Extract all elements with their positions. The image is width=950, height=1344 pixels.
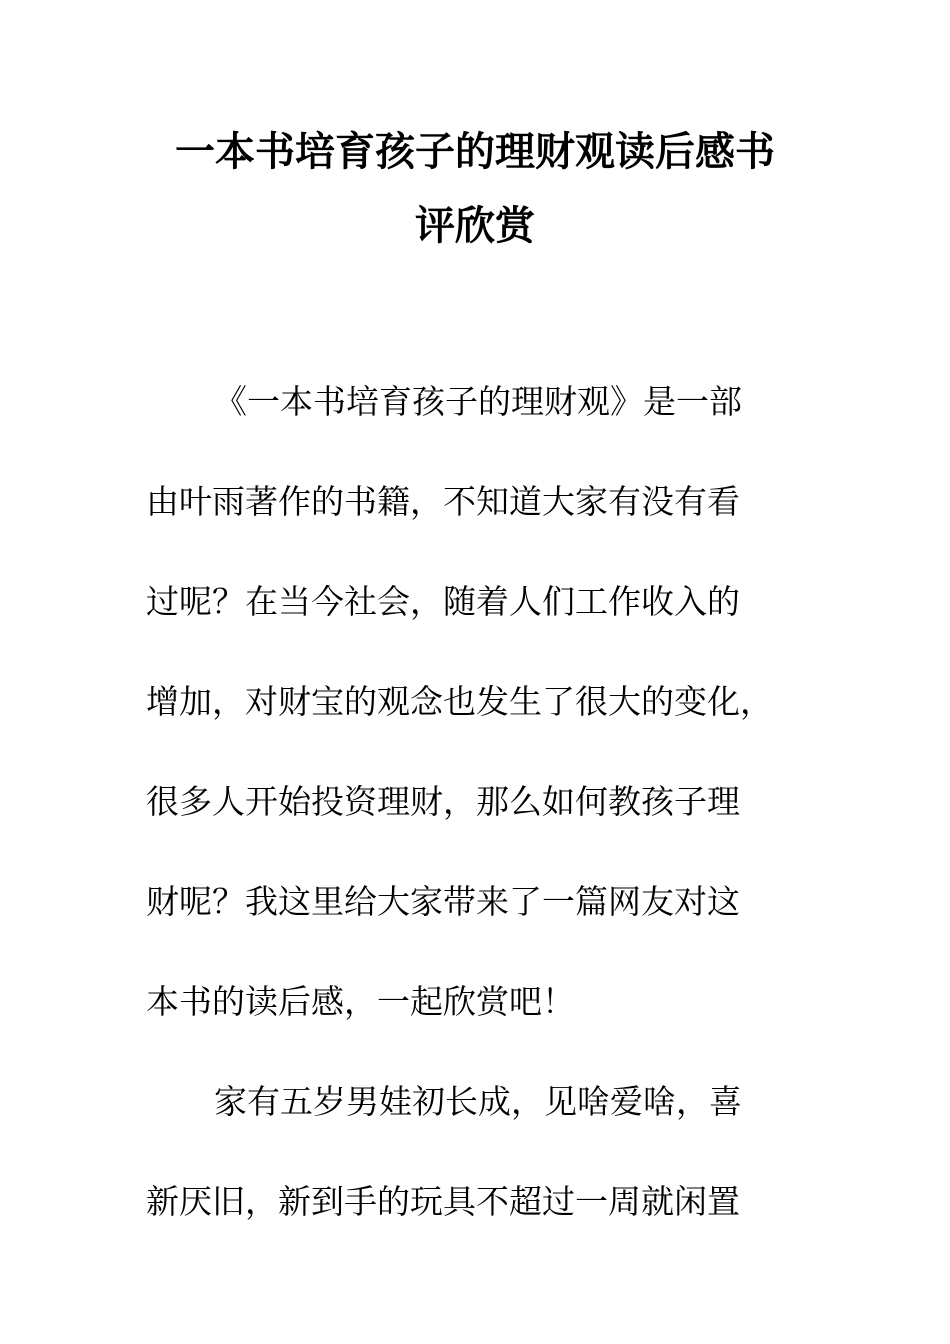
paragraph-2-line-2: 新厌旧，新到手的玩具不超过一周就闲置 [146,1182,740,1221]
paragraph-1-line-4: 增加，对财宝的观念也发生了很大的变化， [146,682,773,721]
paragraph-1-line-3: 过呢？在当今社会，随着人们工作收入的 [146,582,740,621]
paragraph-1-line-7: 本书的读后感，一起欣赏吧！ [146,982,575,1021]
document-title-line-2: 评欣赏 [415,202,535,249]
paragraph-1-line-6: 财呢？我这里给大家带来了一篇网友对这 [146,882,740,921]
document-title-line-1: 一本书培育孩子的理财观读后感书 [175,128,775,175]
paragraph-1-line-2: 由叶雨著作的书籍，不知道大家有没有看 [146,482,740,521]
paragraph-1-line-5: 很多人开始投资理财，那么如何教孩子理 [146,782,740,821]
paragraph-1-line-1: 《一本书培育孩子的理财观》是一部 [214,382,742,421]
paragraph-2-line-1: 家有五岁男娃初长成，见啥爱啥，喜 [214,1082,742,1121]
